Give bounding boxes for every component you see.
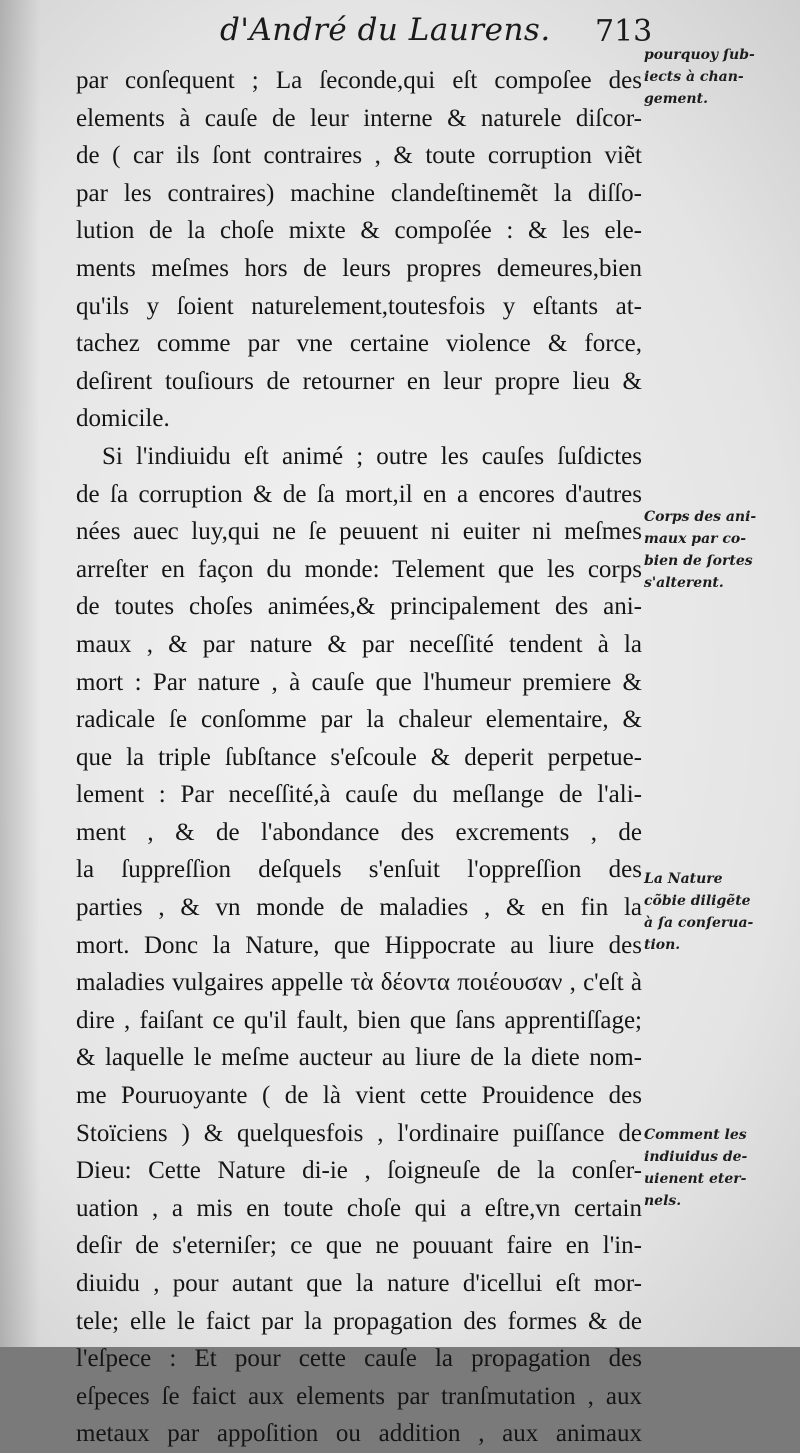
margin-note-line: cõbie diligẽte bbox=[644, 893, 751, 909]
margin-note-line: tion. bbox=[644, 937, 681, 953]
text-line: nées auec luy,qui ne ſe peuuent ni euiter ni meſmes bbox=[76, 518, 642, 546]
text-line: tachez comme par vne certaine violence & force, bbox=[76, 330, 642, 358]
text-line: mort. Donc la Nature, que Hippocrate au liure des bbox=[76, 931, 642, 959]
margin-note-line: Comment les bbox=[644, 1127, 747, 1143]
text-line: la ſuppreſſion deſquels s'enſuit l'oppreſſion des bbox=[76, 856, 642, 884]
text-line: domicile. bbox=[76, 405, 170, 433]
margin-note-line: bien de ſortes bbox=[644, 553, 753, 569]
text-line: de ſa corruption & de ſa mort,il en a encores d'autres bbox=[76, 480, 642, 508]
margin-note bbox=[644, 1124, 800, 1212]
margin-note-line: maux par co- bbox=[644, 531, 747, 547]
margin-note bbox=[644, 506, 800, 594]
text-line: deſir de s'eterniſer; ce que ne pouuant faire en l'in- bbox=[76, 1232, 642, 1260]
text-line: lement : Par neceſſité,à cauſe du meſlange de l'ali- bbox=[76, 781, 642, 809]
margin-note-line: nels. bbox=[644, 1193, 682, 1209]
text-line: metaux par appoſition ou addition , aux animaux bbox=[76, 1420, 642, 1448]
text-line: diuidu , pour autant que la nature d'icellui eſt mor- bbox=[76, 1270, 642, 1297]
text-line: Si l'indiuidu eſt animé ; outre les cauſes ſuſdictes bbox=[102, 442, 642, 470]
margin-note-line: iects à chan- bbox=[644, 69, 744, 85]
text-line: ments meſmes hors de leurs propres demeures,bien bbox=[76, 254, 642, 282]
text-line: deſirent touſiours de retourner en leur propre lieu & bbox=[76, 367, 642, 395]
text-line: de toutes choſes animées,& principalement des ani- bbox=[76, 593, 642, 621]
text-line: & laquelle le meſme aucteur au liure de la diete nom- bbox=[76, 1044, 642, 1072]
text-line: Stoïciens ) & quelquesfois , l'ordinaire puiſſance de bbox=[76, 1119, 642, 1147]
margin-notes bbox=[644, 0, 800, 1347]
text-line: Dieu: Cette Nature di-ie , ſoigneuſe de la conſer- bbox=[76, 1157, 642, 1185]
gutter-shadow bbox=[0, 0, 40, 1347]
text-line: eſpeces ſe faict aux elements par tranſmutation , aux bbox=[76, 1382, 642, 1410]
running-head: d'André du Laurens. bbox=[220, 12, 551, 48]
text-line: tele; elle le faict par la propagation des formes & de bbox=[76, 1307, 642, 1335]
margin-note bbox=[644, 44, 800, 110]
text-line: que la triple ſubſtance s'eſcoule & deperit perpetue- bbox=[76, 743, 642, 771]
page-number: 713 bbox=[595, 14, 653, 49]
text-line: arreſter en façon du monde: Telement que les corps bbox=[76, 555, 642, 583]
text-line: radicale ſe conſomme par la chaleur elementaire, & bbox=[76, 706, 642, 734]
text-line: elements à cauſe de leur interne & naturele diſcor- bbox=[76, 104, 642, 132]
margin-note-line: Corps des ani- bbox=[644, 509, 757, 525]
text-line: l'eſpece : Et pour cette cauſe la propagation des bbox=[76, 1345, 642, 1373]
margin-note-line: gement. bbox=[644, 91, 708, 107]
body-text bbox=[76, 62, 642, 1453]
text-line: maladies vulgaires appelle τὰ δέοντα ποιέουσαν , c'eſt à bbox=[76, 969, 642, 997]
text-line: par conſequent ; La ſeconde,qui eſt compoſee des bbox=[76, 67, 642, 94]
text-line: me Pouruoyante ( de là vient cette Prouidence des bbox=[76, 1082, 642, 1110]
text-line: parties , & vn monde de maladies , & en fin la bbox=[76, 894, 642, 922]
margin-note-line: uienent eter- bbox=[644, 1171, 747, 1187]
margin-note-line: La Nature bbox=[644, 871, 723, 887]
margin-note-line: à ſa conſerua- bbox=[644, 915, 754, 931]
text-line: ment , & de l'abondance des excrements , de bbox=[76, 818, 642, 846]
margin-note bbox=[644, 868, 800, 956]
text-line: dire , faiſant ce qu'il fault, bien que ſans apprentiſſage; bbox=[76, 1006, 642, 1034]
text-line: qu'ils y ſoient naturelement,toutesfois y eſtants at- bbox=[76, 292, 642, 320]
text-line: uation , a mis en toute choſe qui a eſtre,vn certain bbox=[76, 1194, 642, 1222]
text-line: par les contraires) machine clandeſtinemẽt la diſſo- bbox=[76, 179, 642, 207]
margin-note-line: pourquoy ſub- bbox=[644, 47, 755, 63]
margin-note-line: s'alterent. bbox=[644, 575, 724, 591]
text-line: maux , & par nature & par neceſſité tendent à la bbox=[76, 630, 642, 658]
text-line: de ( car ils ſont contraires , & toute corruption viẽt bbox=[76, 142, 642, 170]
page-header bbox=[80, 12, 653, 60]
margin-note-line: indiuidus de- bbox=[644, 1149, 748, 1165]
text-line: lution de la choſe mixte & compoſée : & les ele- bbox=[76, 217, 642, 245]
text-line: mort : Par nature , à cauſe que l'humeur premiere & bbox=[76, 668, 642, 696]
